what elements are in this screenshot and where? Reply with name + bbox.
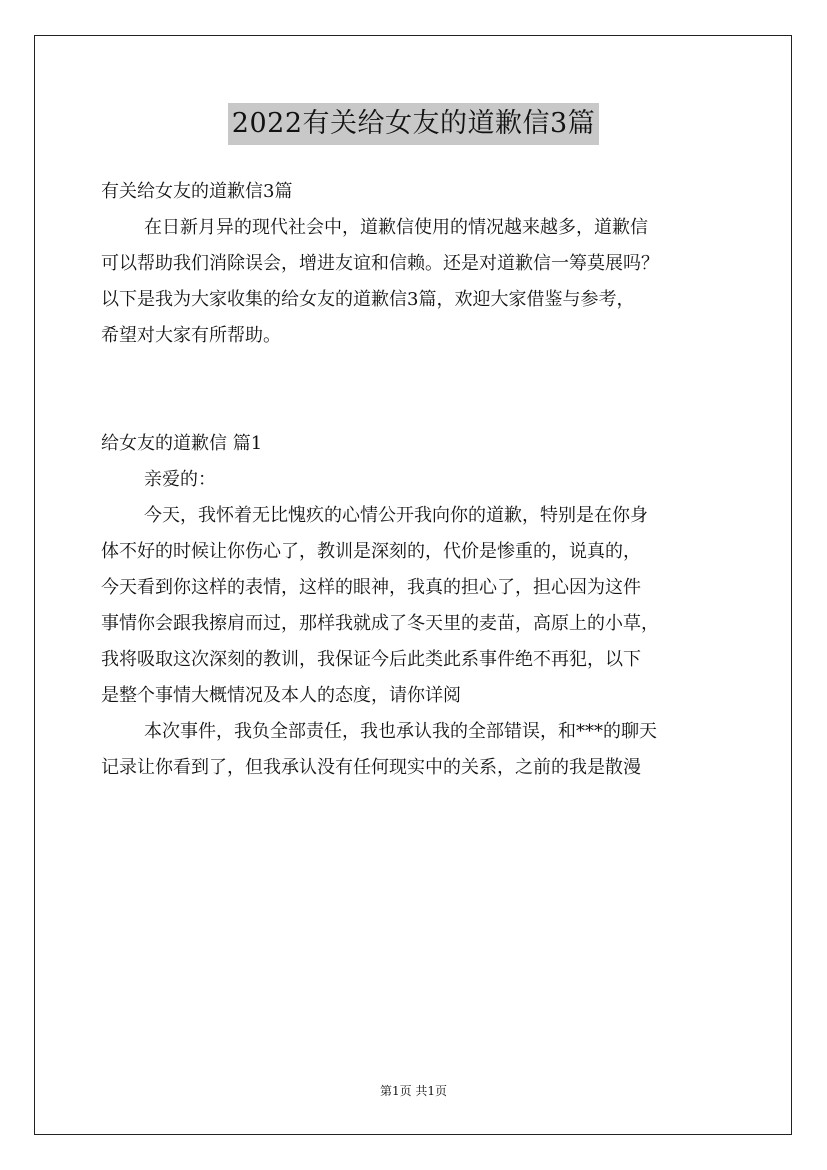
body-line: 体不好的时候让你伤心了，教训是深刻的，代价是惨重的，说真的， — [101, 541, 641, 562]
subtitle: 有关给女友的道歉信3篇 — [101, 181, 293, 202]
document-title: 2022有关给女友的道歉信3篇 — [228, 103, 599, 145]
intro-line: 在日新月异的现代社会中，道歉信使用的情况越来越多，道歉信 — [144, 217, 648, 238]
salutation: 亲爱的： — [144, 469, 216, 490]
body-line: 事情你会跟我擦肩而过，那样我就成了冬天里的麦苗，高原上的小草， — [101, 613, 659, 634]
body-line: 记录让你看到了，但我承认没有任何现实中的关系，之前的我是散漫 — [101, 757, 641, 778]
paragraph-gap — [101, 354, 741, 390]
body-line: 我将吸取这次深刻的教训，我保证今后此类此系事件绝不再犯，以下 — [101, 649, 641, 670]
intro-line: 希望对大家有所帮助。 — [101, 325, 281, 346]
document-body — [101, 174, 741, 786]
page-footer: 第1页 共1页 — [379, 1084, 448, 1098]
intro-line: 以下是我为大家收集的给女友的道歉信3篇，欢迎大家借鉴与参考， — [101, 289, 635, 310]
body-line: 今天看到你这样的表情，这样的眼神，我真的担心了，担心因为这件 — [101, 577, 641, 598]
section-heading: 给女友的道歉信 篇1 — [101, 433, 263, 454]
body-line: 今天，我怀着无比愧疚的心情公开我向你的道歉，特别是在你身 — [144, 505, 648, 526]
body-line: 本次事件，我负全部责任，我也承认我的全部错误，和***的聊天 — [144, 721, 657, 742]
title-container — [0, 103, 827, 145]
paragraph-gap — [101, 390, 741, 426]
intro-line: 可以帮助我们消除误会，增进友谊和信赖。还是对道歉信一筹莫展吗？ — [101, 253, 659, 274]
body-line: 是整个事情大概情况及本人的态度，请你详阅 — [101, 685, 461, 706]
